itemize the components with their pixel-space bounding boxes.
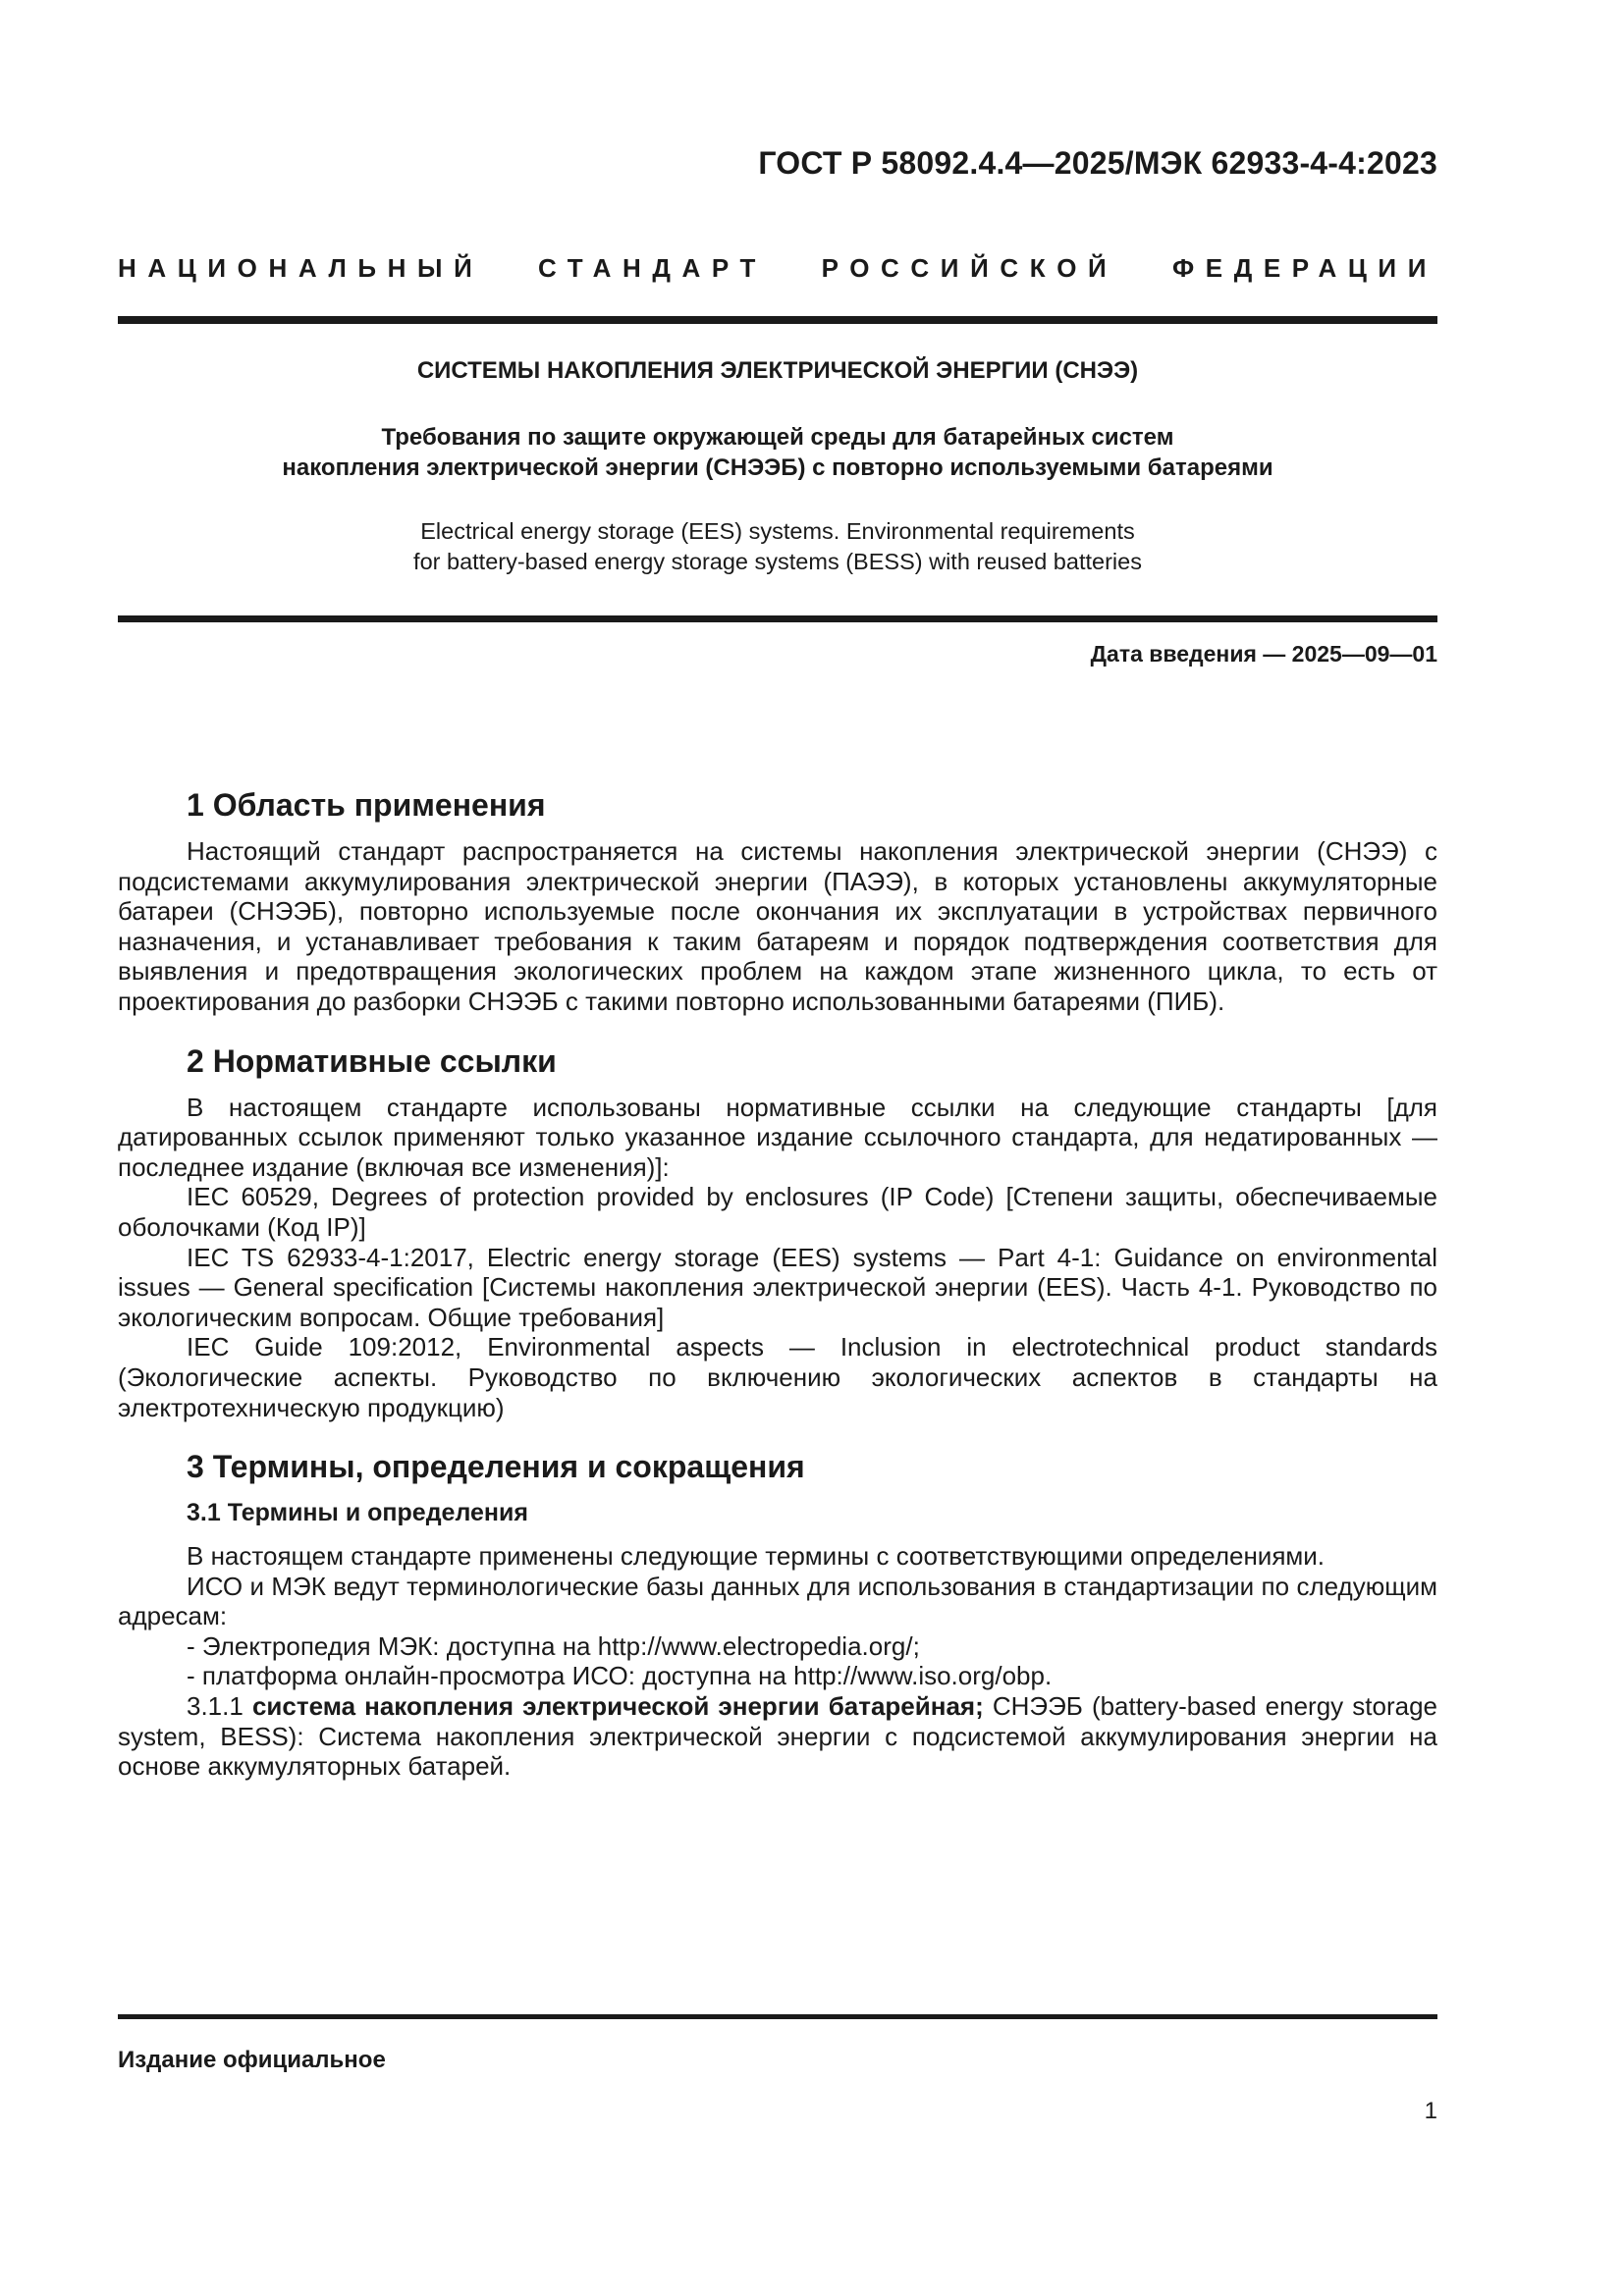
reference-iec-60529: IEC 60529, Degrees of protection provided by enclosures (IP Code) [Степени защиты, обеспечиваемые оболочками (Код IP)] bbox=[118, 1182, 1437, 1242]
title-rule bbox=[118, 615, 1437, 622]
page-number: 1 bbox=[1424, 2098, 1437, 2124]
term-definition-3-1-1 bbox=[118, 1691, 1437, 1782]
list-item: - платформа онлайн-просмотра ИСО: доступна на http://www.iso.org/obp. bbox=[187, 1661, 1053, 1691]
reference-iec-ts-62933-4-1: IEC TS 62933-4-1:2017, Electric energy storage (EES) systems — Part 4-1: Guidance on environmental issues — General specification [Системы накопления электрической энергии (EES). Часть 4-1. Руководство по экологическим вопросам. Общие требования] bbox=[118, 1242, 1437, 1332]
document-title: СИСТЕМЫ НАКОПЛЕНИЯ ЭЛЕКТРИЧЕСКОЙ ЭНЕРГИИ (СНЭЭ) bbox=[416, 357, 1139, 384]
section-1-paragraph: Настоящий стандарт распространяется на системы накопления электрической энергии (СНЭЭ) с подсистемами аккумулирования электрической энергии (ПАЭЭ), в которых установлены аккумуляторные батареи (СНЭЭБ), повторно используемые после окончания их эксплуатации в устройствах первичного назначения, и устанавливает требования к таким батареям и порядок подтверждения соответствия для выявления и предотвращения экологических проблем на каждом этапе жизненного цикла, то есть от проектирования до разборки СНЭЭБ с такими повторно использованными батареями (ПИБ). bbox=[118, 836, 1437, 1016]
document-number: ГОСТ Р 58092.4.4—2025/МЭК 62933-4-4:2023 bbox=[758, 145, 1437, 181]
official-edition-label: Издание официальное bbox=[118, 2047, 386, 2073]
section-3-paragraph-1: В настоящем стандарте применены следующие термины с соответствующими определениями. bbox=[187, 1541, 1326, 1572]
subsection-3-1-heading: 3.1 Термины и определения bbox=[187, 1499, 528, 1527]
section-2-heading: 2 Нормативные ссылки bbox=[187, 1042, 557, 1079]
section-3-heading: 3 Термины, определения и сокращения bbox=[187, 1449, 805, 1485]
term-definition-text: СНЭЭБ (battery-based energy storage system, BESS): Система накопления электрической энергии с подсистемой аккумулирования энергии на основе аккумуляторных батарей. bbox=[118, 1691, 1437, 1782]
english-title bbox=[118, 516, 1437, 577]
subtitle-line-1: Требования по защите окружающей среды для батарейных систем bbox=[381, 424, 1174, 451]
reference-iec-guide-109: IEC Guide 109:2012, Environmental aspects — Inclusion in electrotechnical product standards (Экологические аспекты. Руководство по включению экологических аспектов в стандарты на электротехническую продукцию) bbox=[118, 1332, 1437, 1422]
document-page bbox=[118, 0, 1437, 2296]
introduction-date: Дата введения — 2025—09—01 bbox=[1090, 641, 1437, 667]
term-number: 3.1.1 bbox=[187, 1691, 252, 1722]
list-item: - Электропедия МЭК: доступна на http://www.electropedia.org/; bbox=[187, 1630, 920, 1661]
section-3-paragraph-2: ИСО и МЭК ведут терминологические базы данных для использования в стандартизации по следующим адресам: bbox=[118, 1571, 1437, 1631]
english-title-line-2: for battery-based energy storage systems (BESS) with reused batteries bbox=[413, 549, 1142, 574]
subtitle-line-2: накопления электрической энергии (СНЭЭБ) с повторно используемыми батареями bbox=[282, 454, 1273, 481]
document-subtitle bbox=[118, 422, 1437, 483]
document-body bbox=[118, 785, 1437, 1782]
national-standard-banner: НАЦИОНАЛЬНЫЙ СТАНДАРТ РОССИЙСКОЙ ФЕДЕРАЦИИ bbox=[118, 253, 1437, 283]
footer-rule bbox=[118, 2014, 1437, 2019]
top-rule bbox=[118, 316, 1437, 324]
section-2-paragraph: В настоящем стандарте использованы нормативные ссылки на следующие стандарты [для датированных ссылок применяют только указанное издание ссылочного стандарта, для недатированных — последнее издание (включая все изменения)]: bbox=[118, 1092, 1437, 1182]
english-title-line-1: Electrical energy storage (EES) systems. Environmental requirements bbox=[420, 518, 1135, 544]
section-1-heading: 1 Область применения bbox=[187, 787, 546, 823]
term-name: система накопления электрической энергии батарейная; bbox=[251, 1691, 984, 1722]
